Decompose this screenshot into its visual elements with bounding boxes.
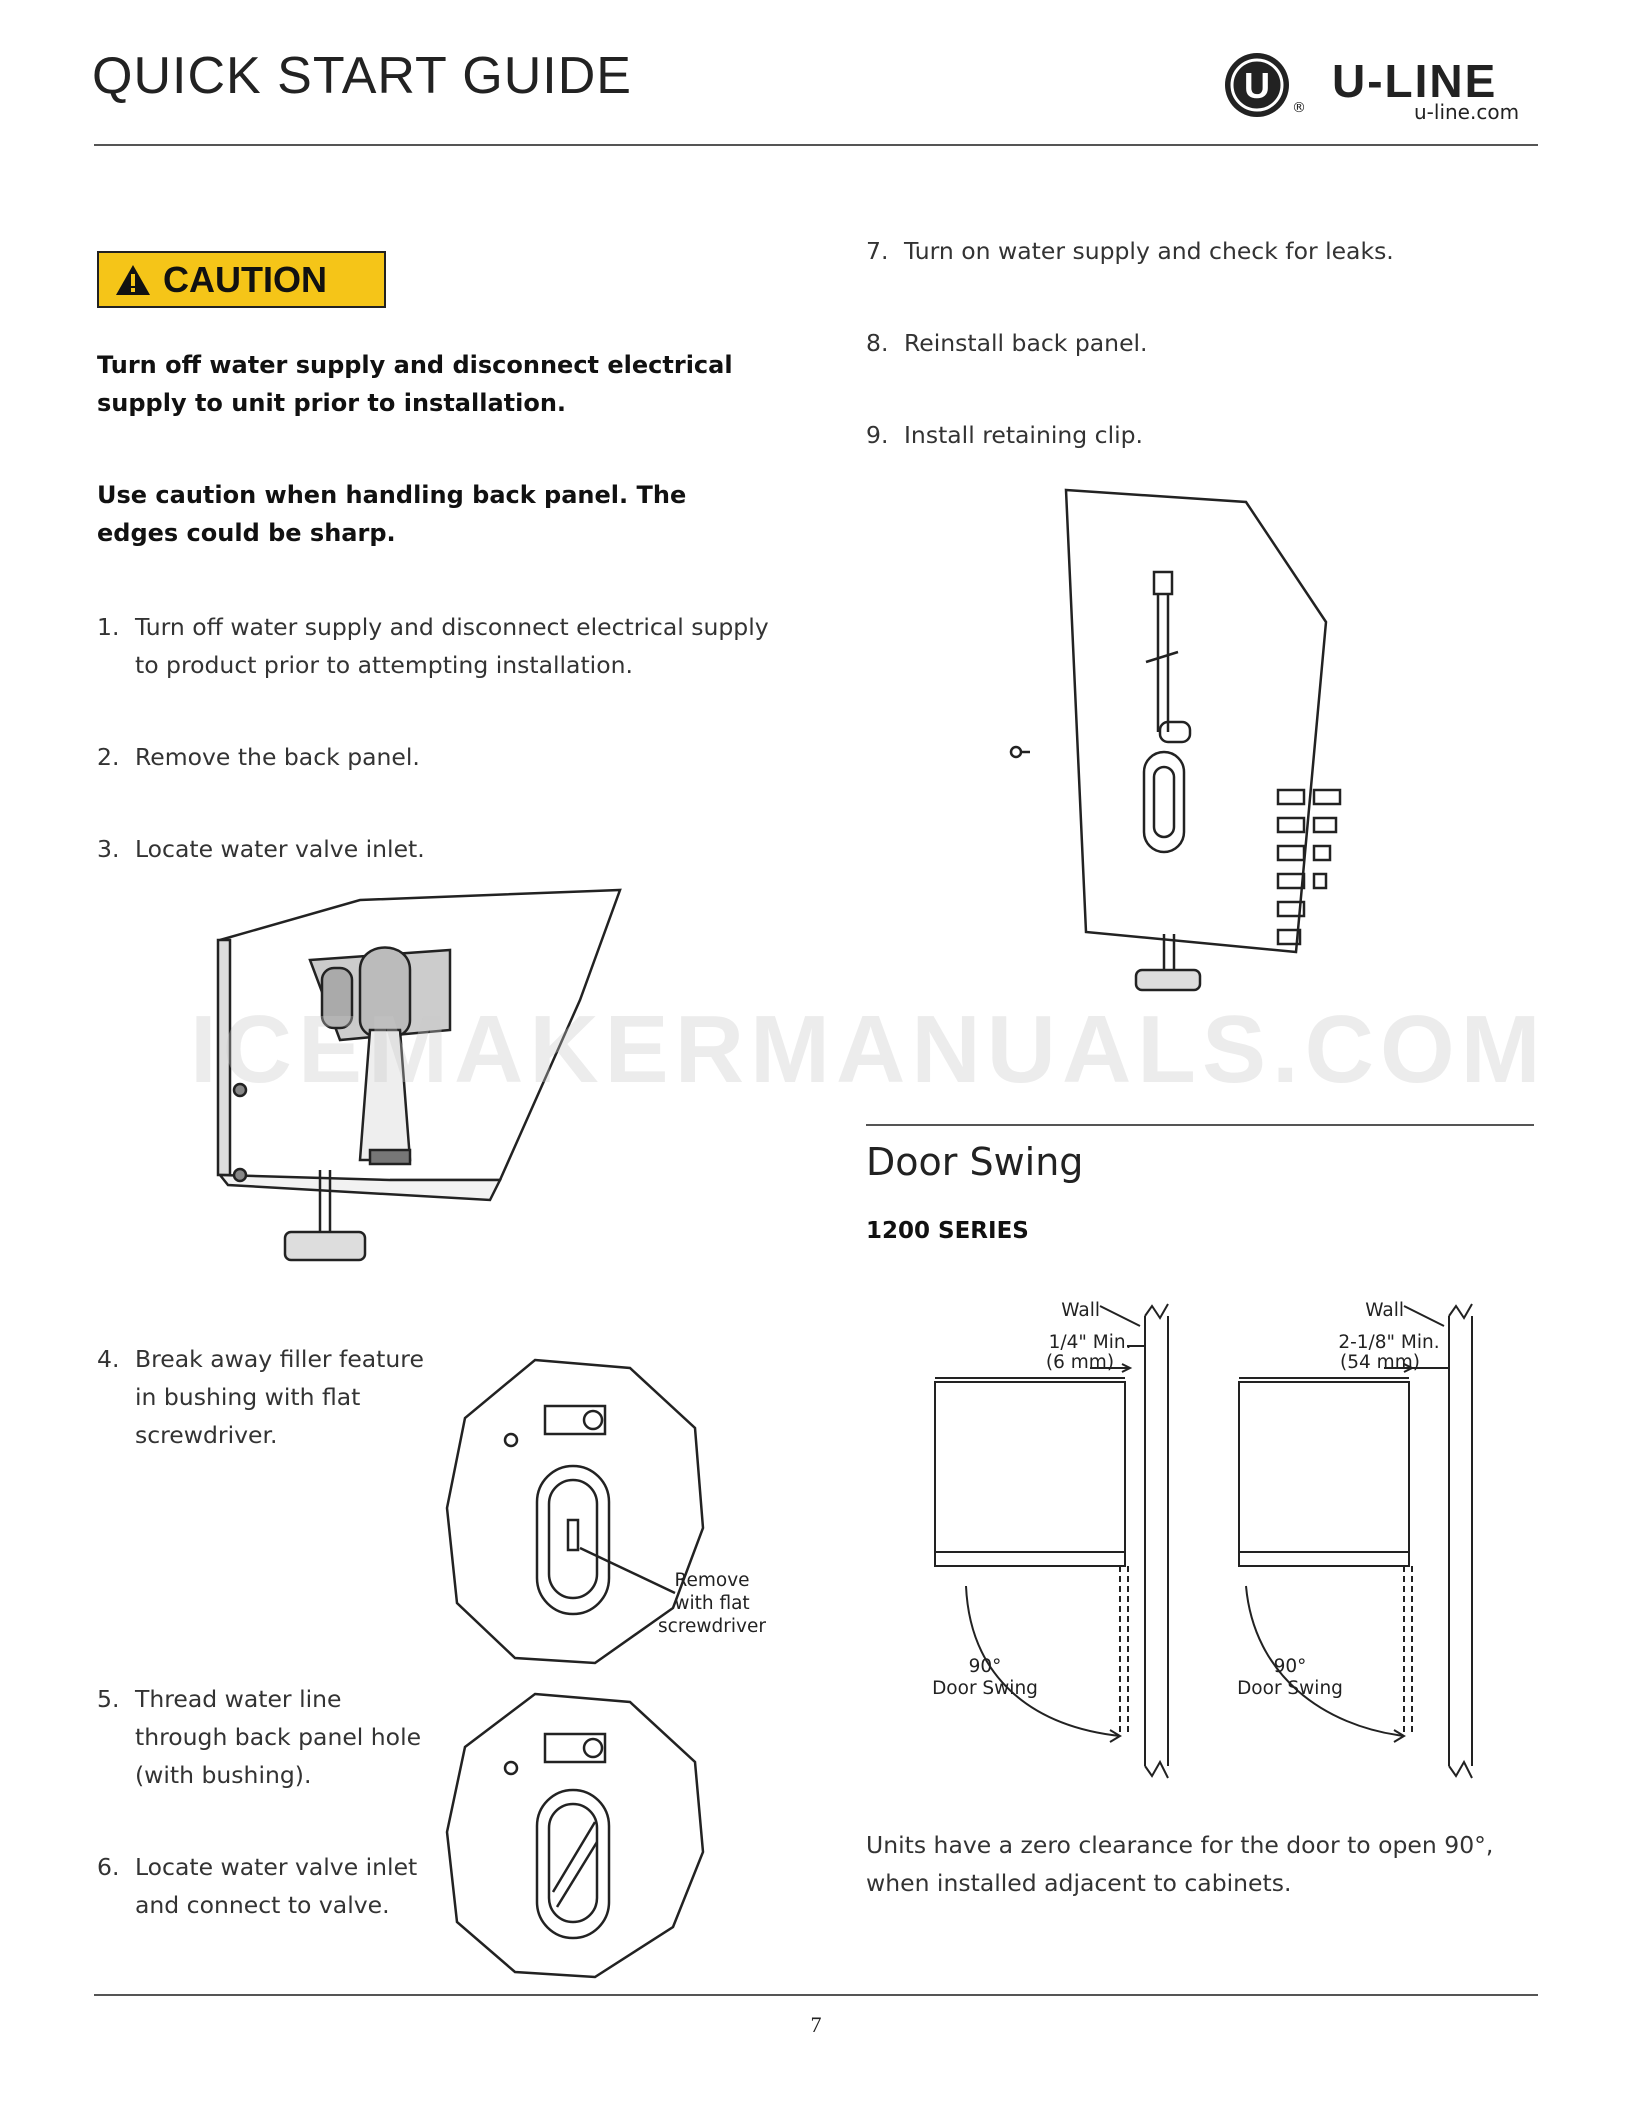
step-number: 5. [97, 1685, 120, 1713]
door-swing-divider [866, 1124, 1534, 1126]
clearance-mm-label: (54 mm) [1340, 1352, 1420, 1373]
brand-name: U-LINE [1332, 55, 1498, 107]
swing-label: Door Swing [932, 1678, 1038, 1699]
header-divider [94, 144, 1538, 146]
brand-logo [1222, 48, 1532, 128]
caution-badge [97, 251, 386, 308]
door-swing-diagram-left [930, 1296, 1210, 1776]
step-number: 8. [866, 329, 889, 357]
registered-mark: ® [1292, 100, 1306, 116]
step-number: 6. [97, 1853, 120, 1881]
step-9 [866, 416, 1526, 454]
page-number: 7 [810, 2012, 822, 2037]
wall-label: Wall [1061, 1300, 1100, 1321]
clearance-min-label: 2-1/8" Min. [1338, 1332, 1440, 1353]
clearance-mm-label: (6 mm) [1045, 1352, 1115, 1373]
step-text: Reinstall back panel. [904, 329, 1148, 357]
step-1 [97, 608, 777, 684]
step-text: Locate water valve inlet. [135, 835, 425, 863]
step-3 [97, 830, 777, 868]
step-number: 4. [97, 1345, 120, 1373]
door-swing-note: Units have a zero clearance for the door to open 90°, when installed adjacent to cabinets. [866, 1831, 1494, 1897]
bushing-callout [650, 1566, 780, 1646]
step-5 [97, 1680, 427, 1794]
callout-line-1: Remove [674, 1570, 750, 1591]
step-text: Turn off water supply and disconnect electrical supply to product prior to attempting installation. [135, 613, 769, 679]
caution-warning-power: Turn off water supply and disconnect electrical supply to unit prior to installation. [97, 351, 733, 417]
step-number: 7. [866, 237, 889, 265]
step-number: 3. [97, 835, 120, 863]
step-text: Locate water valve inlet and connect to valve. [135, 1853, 418, 1919]
step-7 [866, 232, 1526, 270]
step-text: Remove the back panel. [135, 743, 420, 771]
warning-triangle-icon [115, 263, 151, 297]
callout-line-2: with flat [674, 1593, 750, 1614]
swing-degree-label: 90° [968, 1656, 1002, 1677]
door-swing-diagram-right [1234, 1296, 1514, 1776]
step-text: Thread water line through back panel hole (with bushing). [135, 1685, 422, 1789]
swing-degree-label: 90° [1273, 1656, 1307, 1677]
clearance-min-label: 1/4" Min. [1048, 1332, 1132, 1353]
door-swing-heading: Door Swing [866, 1140, 1084, 1184]
callout-line-3: screwdriver [658, 1616, 766, 1637]
step-8 [866, 324, 1526, 362]
brand-mark: U [1244, 65, 1270, 106]
step-text: Break away filler feature in bushing with flat screwdriver. [135, 1345, 424, 1449]
watermark: ICEMAKERMANUALS.COM [190, 996, 1547, 1103]
footer-divider [94, 1994, 1538, 1996]
bushing-illustration-2 [445, 1692, 705, 1982]
caution-warning-edges: Use caution when handling back panel. The edges could be sharp. [97, 481, 687, 547]
caution-label: CAUTION [163, 258, 327, 300]
step-2 [97, 738, 777, 776]
step-number: 2. [97, 743, 120, 771]
swing-label: Door Swing [1237, 1678, 1343, 1699]
wall-label: Wall [1365, 1300, 1404, 1321]
brand-website: u-line.com [1414, 100, 1520, 124]
step-text: Turn on water supply and check for leaks. [904, 237, 1394, 265]
step-4 [97, 1340, 427, 1454]
series-heading: 1200 SERIES [866, 1218, 1029, 1244]
step-6 [97, 1848, 427, 1924]
step-text: Install retaining clip. [904, 421, 1144, 449]
step-number: 1. [97, 613, 120, 641]
step-number: 9. [866, 421, 889, 449]
back-panel-illustration [996, 482, 1376, 1002]
page-title: QUICK START GUIDE [92, 47, 632, 105]
u-line-logo-icon [1222, 50, 1292, 120]
